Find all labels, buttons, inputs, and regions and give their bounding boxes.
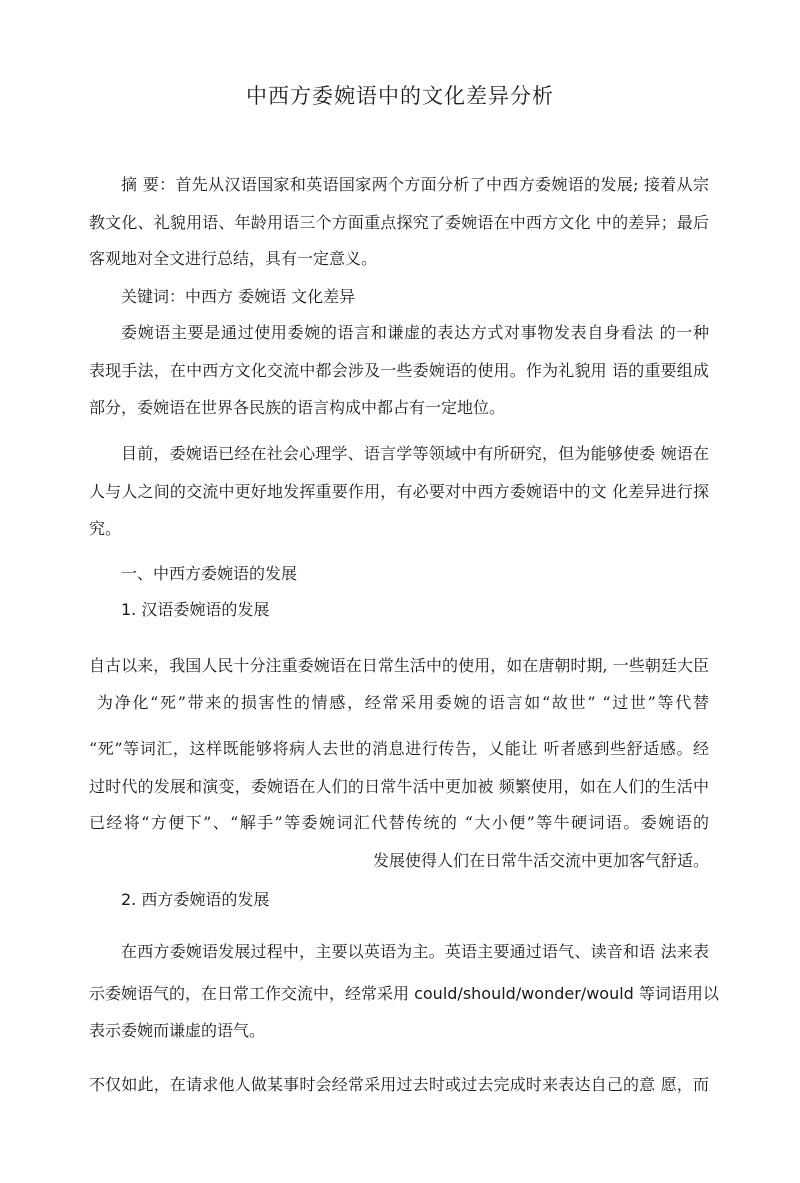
paragraph-line: 为净化“死”带来的损害性的情感，经常采用委婉的语言如“故世” “过世”等代替 bbox=[97, 693, 709, 712]
abstract-line: 摘 要：首先从汉语国家和英语国家两个方面分析了中西方委婉语的发展; 接着从宗 bbox=[121, 175, 709, 194]
subsection-number: 1. bbox=[121, 600, 137, 619]
paragraph-line: 自古以来，我国人民十分注重委婉语在日常生活中的使用，如在唐朝时期, 一些朝廷大臣 bbox=[89, 656, 709, 675]
abstract-line: 教文化、礼貌用语、年龄用语三个方面重点探究了委婉语在中西方文化 中的差异；最后 bbox=[89, 213, 709, 232]
paragraph-line: 过时代的发展和演变，委婉语在人们的日常牛活中更加被 频繁使用，如在人们的生活中 bbox=[89, 777, 709, 796]
paragraph-line: “死”等词汇，这样既能够将病人去世的消息进行传告，乂能让 听者感到些舒适感。经 bbox=[89, 739, 709, 758]
paragraph-line: 究。 bbox=[89, 519, 122, 538]
paragraph-line: 表示委婉而谦虚的语气。 bbox=[89, 1021, 266, 1040]
section-heading: 一、中西方委婉语的发展 bbox=[121, 564, 298, 583]
paragraph-line: 目前，委婉语已经在社会心理学、语言学等领域中有所研究，但为能够使委 婉语在 bbox=[121, 444, 709, 463]
abstract-line: 客观地对全文进行总结，具有一定意义。 bbox=[89, 249, 378, 268]
modal-words: could/should/wonder/would bbox=[414, 984, 634, 1003]
subsection-heading bbox=[121, 889, 709, 911]
paragraph-line: 人与人之间的交流中更好地发挥重要作用，有必要对中西方委婉语中的文 化差异进行探 bbox=[89, 482, 709, 501]
paragraph-line: 已经将“方便下”、“解手”等委婉词汇代替传统的 “大小便”等牛硬词语。委婉语的 bbox=[89, 813, 709, 832]
paragraph-line: 委婉语主要是通过使用委婉的语言和谦虚的表达方式对事物发表自身看法 的一种 bbox=[121, 323, 709, 342]
page-title: 中西方委婉语中的文化差异分析 bbox=[246, 84, 554, 108]
paragraph-line: 表现手法，在中西方文化交流中都会涉及一些委婉语的使用。作为礼貌用 语的重要组成 bbox=[89, 361, 709, 380]
paragraph-line: 发展使得人们在日常牛活交流中更加客气舒适。 bbox=[372, 851, 709, 870]
text-run: 示委婉语气的，在日常工作交流中，经常采用 bbox=[89, 984, 415, 1003]
subsection-number: 2. bbox=[121, 890, 137, 909]
paragraph-line: 在西方委婉语发展过程中，主要以英语为主。英语主要通过语气、读音和语 法来表 bbox=[121, 942, 709, 961]
paragraph-line bbox=[89, 983, 719, 1005]
subsection-heading bbox=[121, 599, 709, 621]
text-run: 等词语用以 bbox=[633, 984, 719, 1003]
paragraph-line: 不仅如此，在请求他人做某事时会经常采用过去时或过去完成时来表达自己的意 愿，而 bbox=[89, 1075, 709, 1094]
subsection-title: 汉语委婉语的发展 bbox=[141, 600, 270, 619]
subsection-title: 西方委婉语的发展 bbox=[141, 890, 270, 909]
keywords-line: 关键词：中西方 委婉语 文化差异 bbox=[121, 287, 356, 306]
paragraph-line: 部分，委婉语在世界各民族的语言构成中都占有一定地位。 bbox=[89, 398, 506, 417]
